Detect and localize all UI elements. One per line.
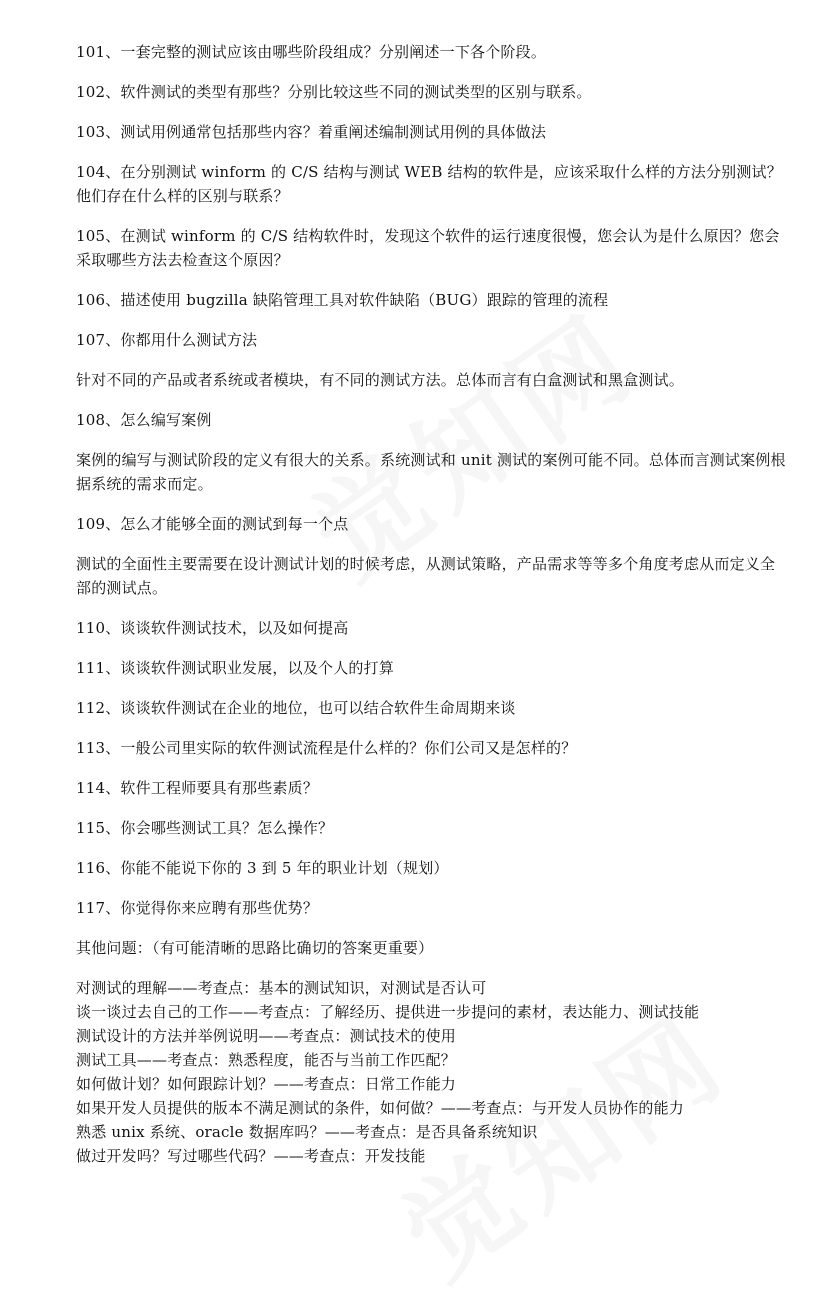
document-page xyxy=(76,40,788,1168)
question-113: 113、一般公司里实际的软件测试流程是什么样的？你们公司又是怎样的？ xyxy=(76,739,577,757)
question-116: 116、你能不能说下你的 3 到 5 年的职业计划（规划） xyxy=(76,859,449,877)
other-questions-list xyxy=(76,976,788,1168)
question-115: 115、你会哪些测试工具？怎么操作？ xyxy=(76,819,334,837)
question-109: 109、怎么才能够全面的测试到每一个点 xyxy=(76,515,349,533)
question-114: 114、软件工程师要具有那些素质？ xyxy=(76,779,319,797)
question-106: 106、描述使用 bugzilla 缺陷管理工具对软件缺陷（BUG）跟踪的管理的流程 xyxy=(76,291,609,309)
question-112: 112、谈谈软件测试在企业的地位，也可以结合软件生命周期来谈 xyxy=(76,699,516,717)
question-104: 104、在分别测试 winform 的 C/S 结构与测试 WEB 结构的软件是，应该采取什么样的方法分别测试？他们存在什么样的区别与联系？ xyxy=(76,163,782,205)
other-questions-heading: 其他问题：（有可能清晰的思路比确切的答案更重要） xyxy=(76,939,434,957)
question-110: 110、谈谈软件测试技术，以及如何提高 xyxy=(76,619,349,637)
other-line: 测试设计的方法并举例说明——考查点：测试技术的使用 xyxy=(76,1027,457,1045)
question-101: 101、一套完整的测试应该由哪些阶段组成？分别阐述一下各个阶段。 xyxy=(76,43,547,61)
question-111: 111、谈谈软件测试职业发展，以及个人的打算 xyxy=(76,659,395,677)
question-103: 103、测试用例通常包括那些内容？着重阐述编制测试用例的具体做法 xyxy=(76,123,547,141)
other-line: 对测试的理解——考查点：基本的测试知识，对测试是否认可 xyxy=(76,979,487,997)
question-117: 117、你觉得你来应聘有那些优势？ xyxy=(76,899,319,917)
question-108: 108、怎么编写案例 xyxy=(76,411,212,429)
other-line: 做过开发吗？写过哪些代码？——考查点：开发技能 xyxy=(76,1147,426,1165)
other-line: 熟悉 unix 系统、oracle 数据库吗？——考查点：是否具备系统知识 xyxy=(76,1123,538,1141)
answer-108: 案例的编写与测试阶段的定义有很大的关系。系统测试和 unit 测试的案例可能不同。总体而言测试案例根据系统的需求而定。 xyxy=(76,451,786,493)
other-line: 如果开发人员提供的版本不满足测试的条件，如何做？——考查点：与开发人员协作的能力 xyxy=(76,1099,685,1117)
question-105: 105、在测试 winform 的 C/S 结构软件时，发现这个软件的运行速度很慢，您会认为是什么原因？您会采取哪些方法去检查这个原因？ xyxy=(76,227,780,269)
answer-109: 测试的全面性主要需要在设计测试计划的时候考虑，从测试策略，产品需求等等多个角度考虑从而定义全部的测试点。 xyxy=(76,555,776,597)
other-line: 如何做计划？如何跟踪计划？——考查点：日常工作能力 xyxy=(76,1075,457,1093)
other-line: 测试工具——考查点：熟悉程度，能否与当前工作匹配？ xyxy=(76,1051,457,1069)
question-107: 107、你都用什么测试方法 xyxy=(76,331,258,349)
answer-107: 针对不同的产品或者系统或者模块，有不同的测试方法。总体而言有白盒测试和黑盒测试。 xyxy=(76,371,685,389)
other-line: 谈一谈过去自己的工作——考查点：了解经历、提供进一步提问的素材，表达能力、测试技能 xyxy=(76,1003,700,1021)
question-102: 102、软件测试的类型有那些？分别比较这些不同的测试类型的区别与联系。 xyxy=(76,83,592,101)
